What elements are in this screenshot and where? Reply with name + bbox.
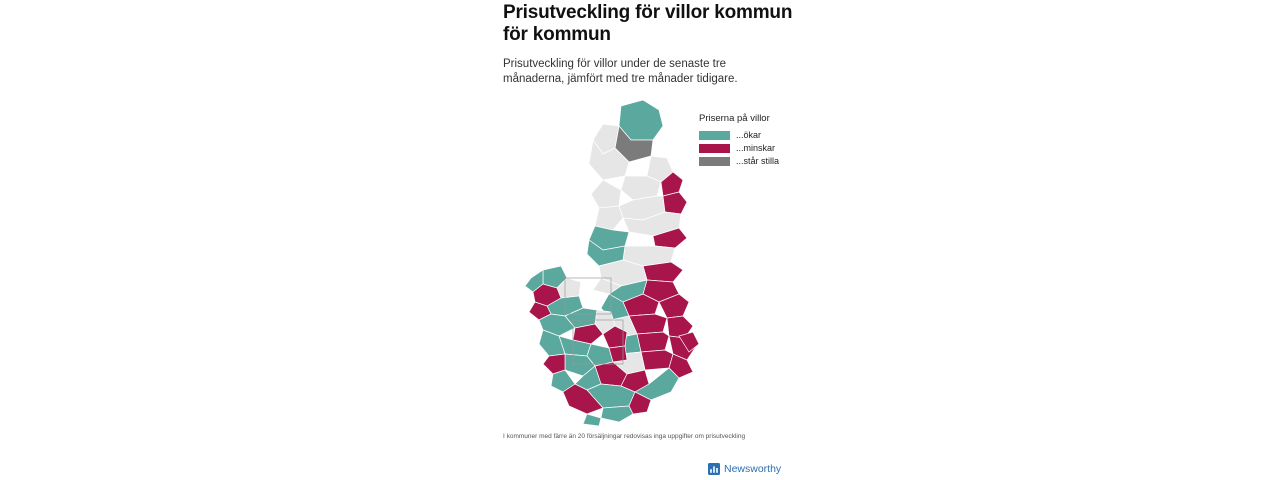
map-legend bbox=[699, 113, 795, 168]
legend-item-decreasing[interactable] bbox=[699, 142, 795, 154]
legend-swatch-increasing bbox=[699, 131, 730, 140]
map-container bbox=[503, 96, 793, 426]
legend-item-increasing[interactable] bbox=[699, 129, 795, 141]
page-subtitle: Prisutveckling för villor under de senaste tre månaderna, jämfört med tre månader tidigare. bbox=[503, 58, 738, 86]
legend-label-increasing: ...ökar bbox=[736, 129, 762, 140]
footnote: I kommuner med färre än 20 försäljningar redovisas inga uppgifter om prisutveckling bbox=[503, 433, 746, 440]
brand-credit[interactable] bbox=[708, 463, 781, 475]
legend-title: Priserna på villor bbox=[699, 113, 770, 124]
legend-label-decreasing: ...minskar bbox=[736, 142, 776, 153]
legend-swatch-unchanged bbox=[699, 157, 730, 166]
sweden-choropleth-map[interactable] bbox=[503, 96, 723, 426]
newsworthy-logo-icon bbox=[708, 463, 720, 475]
legend-item-unchanged[interactable] bbox=[699, 155, 795, 167]
map-shapes bbox=[525, 100, 699, 426]
legend-swatch-decreasing bbox=[699, 144, 730, 153]
page-title: Prisutveckling för villor kommun för kommun bbox=[503, 2, 793, 46]
content-column bbox=[503, 0, 793, 480]
legend-label-unchanged: ...står stilla bbox=[736, 155, 780, 166]
brand-name: Newsworthy bbox=[724, 462, 782, 475]
